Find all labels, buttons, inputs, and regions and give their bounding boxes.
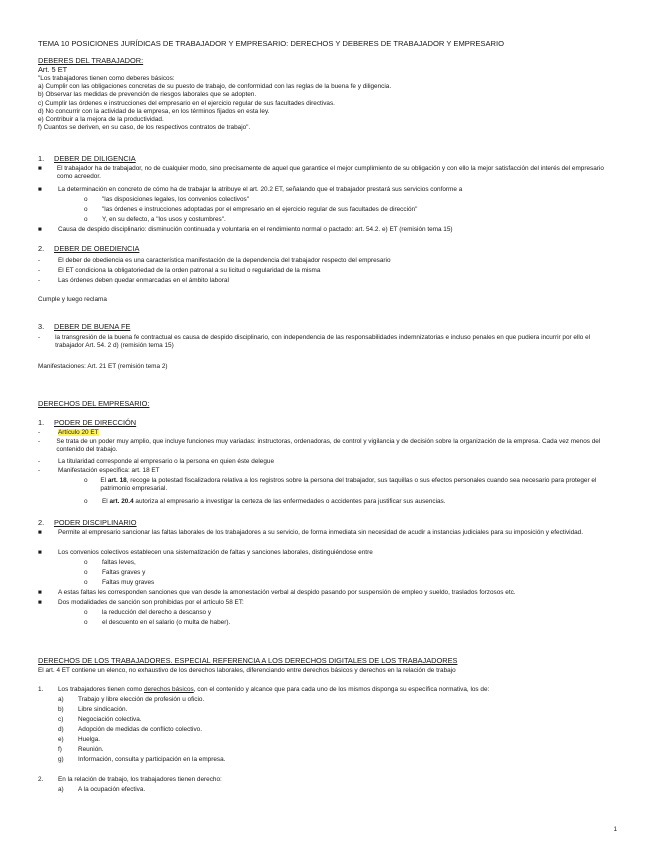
circle-bullet-icon: o [84,196,88,203]
quote-line: f) Cuantos se deriven, en su caso, de los respectivos contratos de trabajo". [38,124,251,132]
article-link-text: art. 18 [107,477,127,484]
paragraph-number: 2. [38,776,44,783]
square-bullet-icon: ■ [38,226,42,233]
square-bullet-icon: ■ [38,529,42,536]
subsection-number: 2. [38,518,45,527]
subsection-title: DEBER DE BUENA FE [54,322,131,331]
dash-item [38,429,615,437]
intro-paragraph: El art. 4 ET contiene un elenco, no exhaustivo de los derechos laborales, diferenciando entre derechos básicos y derechos en la relación de trabajo [38,667,456,674]
subsection-title: PODER DE DIRECCIÓN [54,418,137,427]
document-title: TEMA 10 POSICIONES JURÍDICAS DE TRABAJADOR Y EMPRESARIO: DERECHOS Y DEBERES DE TRABAJADOR Y EMPRESARIO [38,39,505,48]
lettered-item: e) Huelga. [58,736,101,743]
circle-bullet-icon: o [84,579,88,586]
dash-item: - Se trata de un poder muy amplio, que incluye funciones muy variadas: instructoras, ordenadoras, de control y vigilancia y de decisión sobre la organización de la empresa. Cada vez menos del contenido del trabajo. [38,438,601,454]
circle-bullet-icon: o [84,498,88,505]
lettered-item: d) Adopción de medidas de conflicto colectivo. [58,726,202,733]
subsection-title: DEBER DE DILIGENCIA [54,154,136,163]
lettered-item: g) Información, consulta y participación en la empresa. [58,756,226,763]
section-heading-deberes: DEBERES DEL TRABAJADOR: [38,56,144,65]
circle-bullet-icon: o [84,559,88,566]
sub-bullet-item: o El art. 18, recoge la potestad fiscalizadora relativa a los registros sobre la persona del trabajador, sus taquillas o sus efectos personales cuando sea necesario para proteger el patrimonio empresarial. [84,477,597,493]
bullet-item: ■ A estas faltas les corresponden sanciones que van desde la amonestación verbal al despido pasando por suspensión de empleo y sueldo, traslados forzosos etc. [38,589,516,596]
sub-bullet-item: o Faltas graves y [84,569,146,576]
dash-bullet-icon: - [38,334,41,341]
section-heading-empresario: DERECHOS DEL EMPRESARIO: [38,399,150,408]
article-reference: Art. 5 ET [38,65,68,74]
circle-bullet-icon: o [84,619,88,626]
subsection-title: PODER DISCIPLINARIO [54,518,137,527]
lettered-item: a) A la ocupación efectiva. [58,786,146,793]
lettered-item: b) Libre sindicación. [58,706,128,713]
bullet-item: ■ El trabajador ha de trabajador, no de cualquier modo, sino precisamente de aquel que garantice el mejor cumplimiento de su obligación y con ello la mejor satisfacción del interés del empresario como acreedor. [38,165,604,181]
dash-bullet-icon: - [38,429,41,436]
dash-item: - la transgresión de la buena fe contractual es causa de despido disciplinario, con independencia de las responsabilidades indemnizatorias e incluso penales en que pudiera incurrir por ello el trabajador Art. 54. 2 d) (remisión tema 15) [38,334,591,350]
square-bullet-icon: ■ [38,589,42,596]
square-bullet-icon: ■ [38,186,42,193]
dash-bullet-icon: - [38,277,41,284]
subsection-number: 3. [38,322,45,331]
dash-bullet-icon: - [38,267,41,274]
quote-line: b) Observar las medidas de prevención de riesgos laborales que se adopten. [38,91,257,99]
dash-bullet-icon: - [38,257,41,264]
bullet-item: ■ La determinación en concreto de cómo ha de trabajar la atribuye el art. 20.2 ET, señalando que el trabajador prestará sus servicios conforme a [38,186,463,193]
quote-line: "Los trabajadores tienen como deberes básicos: [38,75,175,82]
quote-line: d) No concurrir con la actividad de la empresa, en los términos fijados en esta ley. [38,107,270,115]
sub-bullet-item: o faltas leves, [84,559,136,566]
dash-item: - Manifestación específica: art. 18 ET [38,467,160,474]
dash-bullet-icon: - [38,467,41,474]
quote-line: a) Cumplir con las obligaciones concretas de su puesto de trabajo, de conformidad con las reglas de la buena fe y diligencia. [38,83,392,91]
sub-bullet-item: o la reducción del derecho a descanso y [84,609,212,616]
subsection-heading [38,419,615,427]
circle-bullet-icon: o [84,206,88,213]
subsection-heading [38,519,615,527]
circle-bullet-icon: o [84,216,88,223]
subsection-number: 2. [38,244,45,253]
bullet-item: ■ Causa de despido disciplinario: disminución continuada y voluntaria en el rendimiento normal o pactado: art. 54.2. e) ET (remisión tema 15) [38,226,453,233]
square-bullet-icon: ■ [38,165,42,172]
sub-bullet-item: o "las disposiciones legales, los convenios colectivos" [84,196,249,203]
dash-bullet-icon: - [38,458,41,465]
circle-bullet-icon: o [84,477,88,484]
note-text: Manifestaciones: Art. 21 ET (remisión tema 2) [38,363,168,370]
sub-bullet-item: o El art. 20.4 autoriza al empresario a investigar la certeza de las enfermedades o accidentes para justificar sus ausencias. [84,498,446,505]
subsection-heading [38,155,615,163]
dash-item: - El ET condiciona la obligatoriedad de la orden patronal a su licitud o regularidad de la misma [38,267,321,274]
highlighted-article-reference: Artículo 20 ET [58,429,99,436]
dash-item: - La titularidad corresponde al empresario o la persona en quien éste delegue [38,458,275,465]
subsection-title: DEBER DE OBEDIENCIA [54,244,140,253]
note-text: Cumple y luego reclama [38,296,107,303]
dash-bullet-icon: - [38,438,41,445]
sub-bullet-item: o Y, en su defecto, a "los usos y costumbres". [84,216,226,223]
numbered-paragraph: 1. Los trabajadores tienen como derechos básicos, con el contenido y alcance que para cada uno de los mismos disponga su específica normativa, los de: [38,686,490,693]
quote-line: c) Cumplir las órdenes e instrucciones del empresario en el ejercicio regular de sus facultades directivas. [38,99,335,107]
article-link-text: art. 20.4 [109,498,134,505]
quoted-article-text [38,75,615,132]
paragraph-number: 1. [38,686,44,693]
subsection-number: 1. [38,418,45,427]
circle-bullet-icon: o [84,569,88,576]
square-bullet-icon: ■ [38,549,42,556]
bullet-item: ■ Dos modalidades de sanción son prohibidas por el artículo 58 ET: [38,599,244,606]
circle-bullet-icon: o [84,609,88,616]
page-number: 1 [613,826,617,833]
underlined-term: derechos básicos [143,686,194,693]
square-bullet-icon: ■ [38,599,42,606]
numbered-paragraph: 2. En la relación de trabajo, los trabajadores tienen derecho: [38,776,222,783]
subsection-heading [38,245,615,253]
sub-bullet-item: o el descuento en el salario (o multa de haber). [84,619,231,626]
section-heading-trabajadores: DERECHOS DE LOS TRABAJADORES. ESPECIAL REFERENCIA A LOS DERECHOS DIGITALES DE LOS TRABAJADORES [38,656,458,665]
sub-bullet-item: o "las órdenes e instrucciones adoptadas por el empresario en el ejercicio regular de sus facultades de dirección" [84,206,418,213]
bullet-item: ■ Permite al empresario sancionar las faltas laborales de los trabajadores a su servicio, de forma inmediata sin necesidad de acudir a instancias judiciales para su imposición y efectividad. [38,529,584,536]
lettered-item: c) Negociación colectiva. [58,716,142,723]
subsection-number: 1. [38,154,45,163]
dash-item: - El deber de obediencia es una característica manifestación de la dependencia del trabajador respecto del empresario [38,257,391,264]
subsection-heading [38,323,615,331]
sub-bullet-item: o Faltas muy graves [84,579,155,586]
bullet-item: ■ Los convenios colectivos establecen una sistematización de faltas y sanciones laborales, distinguiéndose entre [38,549,373,556]
lettered-item: f) Reunión. [58,746,104,753]
quote-line: e) Contribuir a la mejora de la productividad. [38,116,164,124]
dash-item: - Las órdenes deben quedar enmarcadas en el ámbito laboral [38,277,229,284]
lettered-item: a) Trabajo y libre elección de profesión u oficio. [58,696,205,703]
